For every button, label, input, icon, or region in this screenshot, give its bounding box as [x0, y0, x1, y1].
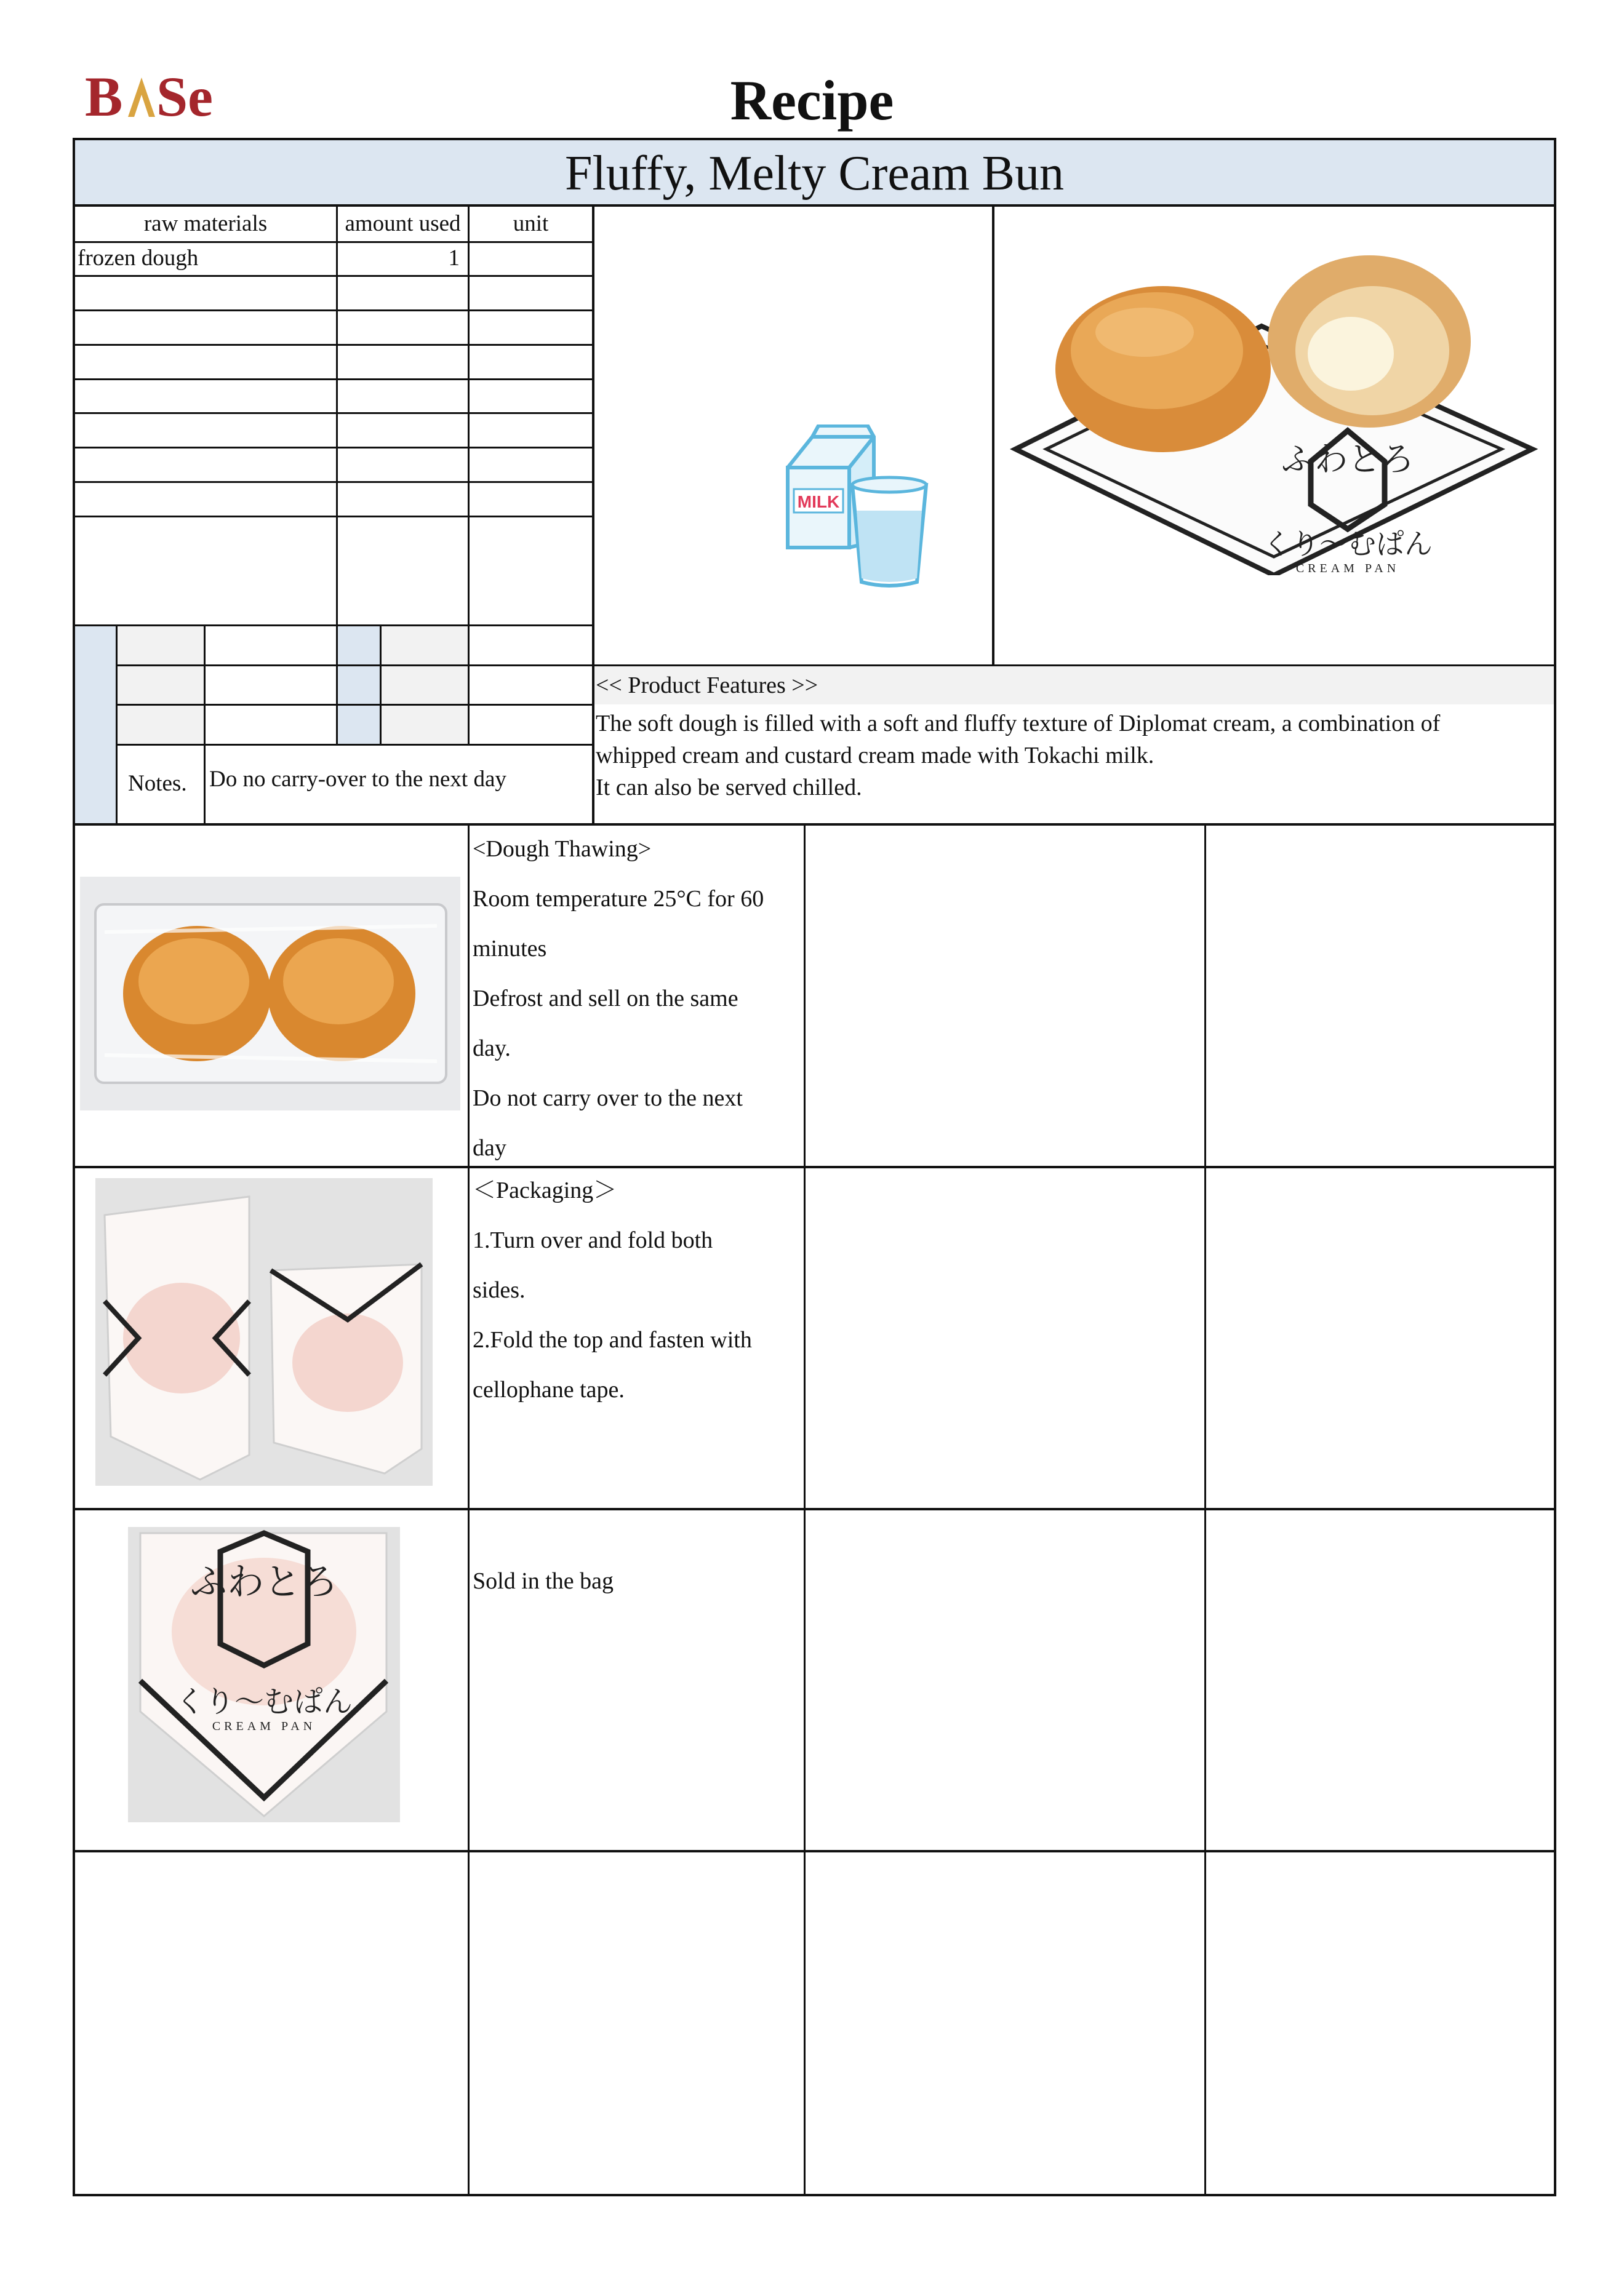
step-title: <Dough Thawing> — [473, 836, 652, 862]
ingredient-material: frozen dough — [78, 245, 199, 271]
step-line: minutes — [473, 936, 547, 962]
cream-bun-photo — [1003, 246, 1542, 575]
recipe-name: Fluffy, Melty Cream Bun — [75, 140, 1554, 207]
step-packaging — [473, 1166, 799, 1415]
bag-sub-jp: くり〜むぱん — [175, 1684, 353, 1719]
step-line: Do not carry over to the next — [473, 1085, 743, 1111]
svg-text:Se: Se — [156, 69, 213, 124]
step-line: 1.Turn over and fold both — [473, 1227, 713, 1253]
bag-sub-en: CREAM PAN — [212, 1720, 316, 1733]
ingredient-amount: 1 — [448, 245, 460, 271]
sold-bag-photo — [128, 1527, 400, 1822]
col-header-unit: unit — [513, 211, 549, 236]
milk-label: MILK — [797, 492, 840, 511]
step-dough-thawing — [473, 824, 799, 1173]
step-line: cellophane tape. — [473, 1377, 625, 1403]
packaging-photo — [95, 1178, 433, 1486]
step-line: day — [473, 1135, 506, 1161]
step-line: Sold in the bag — [473, 1568, 614, 1594]
step-line: sides. — [473, 1277, 526, 1303]
step-line: day. — [473, 1035, 511, 1061]
step-line: Defrost and sell on the same — [473, 986, 738, 1011]
bun-sub-en: CREAM PAN — [1295, 562, 1400, 575]
bun-brand-jp: ふわとろ — [1281, 440, 1414, 479]
notes-label: Notes. — [128, 771, 187, 796]
page-title: Recipe — [730, 69, 894, 132]
features-line: It can also be served chilled. — [596, 775, 862, 800]
col-header-raw-materials: raw materials — [143, 211, 268, 236]
notes-text: Do no carry-over to the next day — [209, 767, 506, 792]
milk-illustration — [775, 425, 935, 591]
bun-sub-jp: くり〜むぱん — [1263, 527, 1433, 560]
features-line: whipped cream and custard cream made with Tokachi milk. — [596, 743, 1154, 768]
step-line: Room temperature 25°C for 60 — [473, 886, 764, 912]
step-sold-in-bag — [473, 1557, 799, 1606]
step-line: 2.Fold the top and fasten with — [473, 1327, 752, 1353]
svg-text:B: B — [85, 69, 123, 124]
bag-brand-jp: ふわとろ — [190, 1561, 338, 1604]
features-title: << Product Features >> — [596, 672, 818, 698]
features-text — [596, 708, 1531, 803]
frozen-dough-photo — [80, 877, 460, 1110]
col-header-amount-used: amount used — [345, 211, 461, 236]
step-title: ＜Packaging＞ — [473, 1178, 617, 1203]
features-line: The soft dough is filled with a soft and fluffy texture of Diplomat cream, a combination of — [596, 711, 1441, 736]
